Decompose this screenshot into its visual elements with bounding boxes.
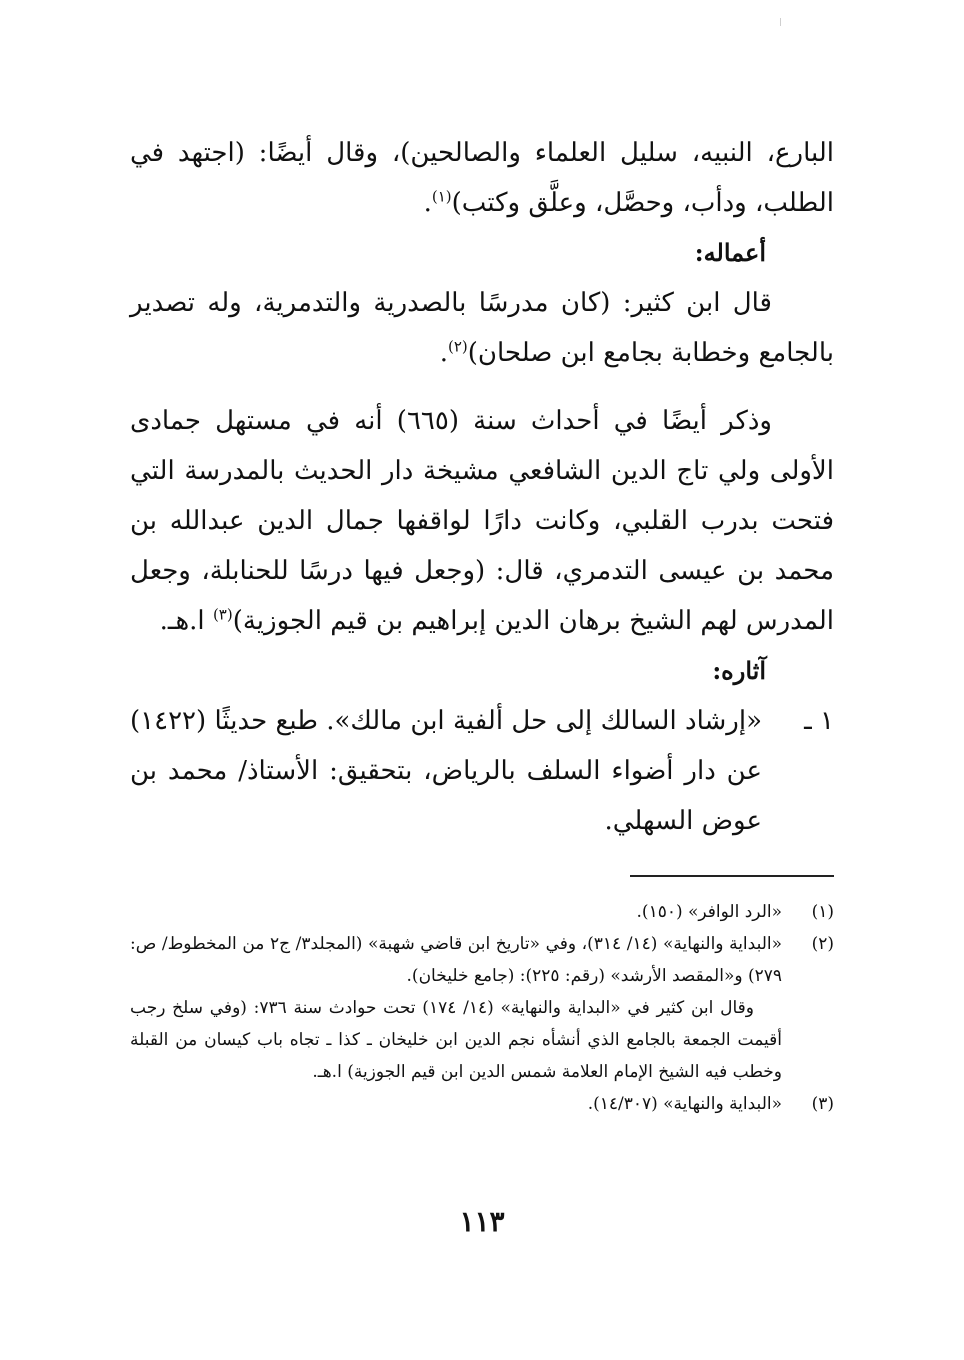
footnote-text: «البداية والنهاية» (١٤/٣٠٧). [587, 1094, 782, 1114]
footnote-number: (١) [811, 902, 834, 922]
footnote-number: (٢) [811, 934, 834, 954]
list-item-text: «إرشاد السالك إلى حل ألفية ابن مالك». طبع حديثًا (١٤٢٢) عن دار أضواء السلف بالرياض، بتحقيق: الأستاذ/ محمد بن عوض السهلي. [130, 706, 762, 836]
footnote-text: «البداية والنهاية» (١٤/ ٣١٤)، وفي «تاريخ ابن قاضي شهبة» (المجلد٣/ ج٢ من المخطوط/ ص: ٢٧٩) و«المقصد الأرشد» (رقم: ٢٢٥): (جامع خليخان). [130, 934, 783, 986]
main-text [130, 128, 834, 846]
page-number: ١١٣ [459, 1205, 505, 1238]
section-heading-athar: آثاره: [712, 656, 766, 685]
list-item-number: ١ ـ [804, 706, 834, 736]
paragraph-1: البارع، النبيه، سليل العلماء والصالحين)، وقال أيضًا: (اجتهد في الطلب، ودأب، وحصَّل، وعلَّق وكتب)$^{(١)}$. [130, 138, 834, 218]
footnote-ref-1[interactable]: (١) [431, 187, 452, 206]
footnote-ref-3[interactable]: (٣) [212, 605, 233, 624]
crop-mark [780, 18, 781, 26]
footnotes [130, 896, 834, 1120]
paragraph-3: وذكر أيضًا في أحداث سنة (٦٦٥) أنه في مستهل جمادى الأولى ولي تاج الدين الشافعي مشيخة دار الحديث بالمدرسة التي فتحت بدرب القلبي، وكانت دارًا لواقفها جمال الدين عبدالله بن محمد بن عيسى التدمري، قال: (وجعل فيها درسًا للحنابلة، وجعل المدرس لهم الشيخ برهان الدين إبراهيم بن قيم الجوزية)$^{(٣)}$ ا.هـ. [130, 406, 834, 636]
footnote-text: وقال ابن كثير في «البداية والنهاية» (١٤/ ١٧٤) تحت حوادث سنة ٧٣٦: (وفي سلخ رجب أقيمت الجمعة بالجامع الذي أنشأه نجم الدين ابن خليخان ـ كذا ـ تجاه باب كيسان من القبلة وخطب فيه الشيخ الإمام العلامة شمس الدين ابن قيم الجوزية) ا.هـ. [130, 998, 782, 1082]
footnote-separator [630, 875, 834, 877]
footnote-1 [130, 896, 834, 928]
footnote-2 [130, 928, 834, 1088]
footnote-3 [130, 1088, 834, 1120]
section-heading-works: أعماله: [694, 238, 766, 267]
footnote-ref-2[interactable]: (٢) [447, 337, 468, 356]
paragraph-2: قال ابن كثير: (كان مدرسًا بالصدرية والتدمرية، وله تصدير بالجامع وخطابة بجامع ابن صلحان)$^{(٢)}$. [130, 288, 834, 368]
footnote-number: (٣) [811, 1094, 834, 1114]
footnote-text: «الرد الوافر» (١٥٠). [636, 902, 782, 922]
list-item [130, 696, 834, 846]
